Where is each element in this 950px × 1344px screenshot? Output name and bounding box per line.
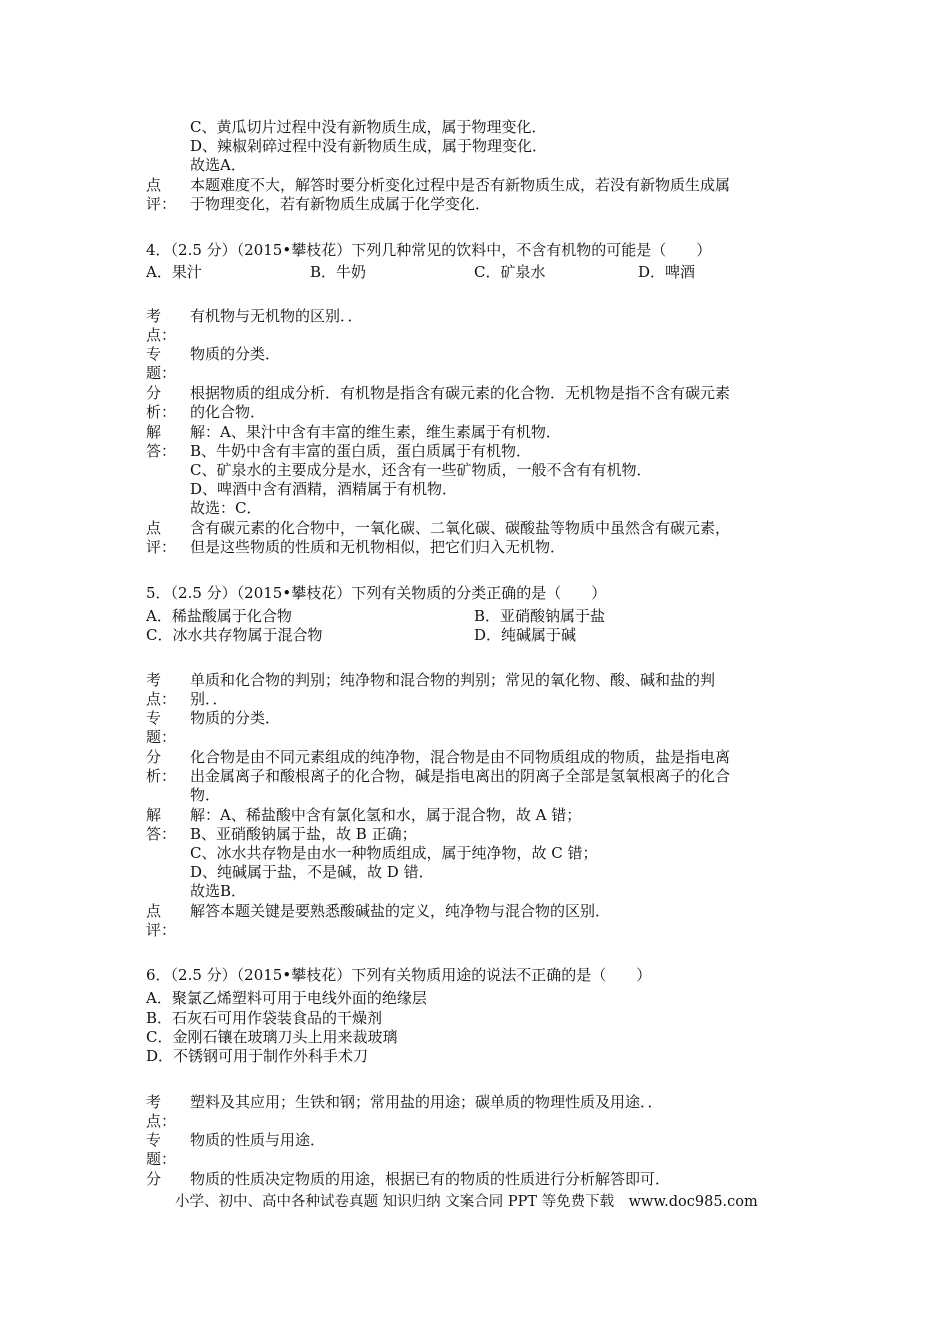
q4-kaodian: 有机物与无机物的区别．． <box>190 307 363 325</box>
q4-jieda-line: 解：A、果汁中含有丰富的维生素，维生素属于有机物． <box>190 423 561 441</box>
q5-option-a: A．稀盐酸属于化合物 <box>146 607 292 625</box>
q5-label-kaodian-1: 考 <box>146 671 162 689</box>
q4-zhuanti: 物质的分类． <box>190 345 281 363</box>
q5-label-dianping-2: 评： <box>146 921 177 939</box>
q6-fenxi: 物质的性质决定物质的用途，根据已有的物质的性质进行分析解答即可． <box>190 1170 671 1188</box>
q6-label-fenxi-1: 分 <box>146 1170 162 1188</box>
question-5-stem: 5．（2.5 分）（2015•攀枝花）下列有关物质的分类正确的是（ ） <box>146 584 607 602</box>
q5-jieda-line: 解：A、稀盐酸中含有氯化氢和水，属于混合物，故 A 错； <box>190 806 582 824</box>
q5-label-kaodian-2: 点： <box>146 690 177 708</box>
question-6-stem: 6．（2.5 分）（2015•攀枝花）下列有关物质用途的说法不正确的是（ ） <box>146 966 652 984</box>
q5-dianping: 解答本题关键是要熟悉酸碱盐的定义，纯净物与混合物的区别． <box>190 902 611 920</box>
comment-text-1: 本题难度不大，解答时要分析变化过程中是否有新物质生成，若没有新物质生成属 <box>190 176 731 194</box>
label-comment-2: 评： <box>146 195 177 213</box>
q4-label-kaodian-2: 点： <box>146 326 177 344</box>
q4-label-zhuanti-1: 专 <box>146 345 162 363</box>
q6-label-kaodian-1: 考 <box>146 1093 162 1111</box>
answer-line-c: C、黄瓜切片过程中没有新物质生成，属于物理变化． <box>190 118 547 136</box>
q5-label-zhuanti-2: 题： <box>146 728 177 746</box>
q5-kaodian-1: 单质和化合物的判别；纯净物和混合物的判别；常见的氧化物、酸、碱和盐的判 <box>190 671 716 689</box>
page-footer: 小学、初中、高中各种试卷真题 知识归纳 文案合同 PPT 等免费下载 www.doc985.com <box>175 1194 758 1210</box>
q4-label-dianping-1: 点 <box>146 519 162 537</box>
q5-fenxi-2: 出金属离子和酸根离子的化合物，碱是指电离出的阴离子全部是氢氧根离子的化合 <box>190 767 731 785</box>
q6-kaodian: 塑料及其应用；生铁和钢；常用盐的用途；碳单质的物理性质及用途．． <box>190 1093 663 1111</box>
q5-label-fenxi-1: 分 <box>146 748 162 766</box>
q5-jieda-line: 故选B． <box>190 882 247 900</box>
q4-label-fenxi-1: 分 <box>146 384 162 402</box>
q4-fenxi-2: 的化合物． <box>190 403 266 421</box>
q5-zhuanti: 物质的分类． <box>190 709 281 727</box>
q4-fenxi-1: 根据物质的组成分析．有机物是指含有碳元素的化合物．无机物是指不含有碳元素 <box>190 384 731 402</box>
comment-text-2: 于物理变化，若有新物质生成属于化学变化． <box>190 195 491 213</box>
q5-fenxi-3: 物． <box>190 786 221 804</box>
q4-jieda-line: D、啤酒中含有酒精，酒精属于有机物． <box>190 480 458 498</box>
q6-option-b: B．石灰石可用作袋装食品的干燥剂 <box>146 1009 383 1027</box>
q5-label-zhuanti-1: 专 <box>146 709 162 727</box>
answer-choice: 故选A． <box>190 156 246 174</box>
q6-label-zhuanti-2: 题： <box>146 1150 177 1168</box>
q6-label-kaodian-2: 点： <box>146 1112 177 1130</box>
question-4-stem: 4．（2.5 分）（2015•攀枝花）下列几种常见的饮料中，不含有机物的可能是（ ） <box>146 241 712 259</box>
q5-fenxi-1: 化合物是由不同元素组成的纯净物，混合物是由不同物质组成的物质，盐是指电离 <box>190 748 731 766</box>
q6-option-a: A．聚氯乙烯塑料可用于电线外面的绝缘层 <box>146 989 427 1007</box>
q4-jieda-line: B、牛奶中含有丰富的蛋白质，蛋白质属于有机物． <box>190 442 532 460</box>
q4-option-c: C．矿泉水 <box>474 263 546 281</box>
q4-dianping-1: 含有碳元素的化合物中，一氧化碳、二氧化碳、碳酸盐等物质中虽然含有碳元素， <box>190 519 731 537</box>
q4-option-d: D．啤酒 <box>638 263 696 281</box>
q4-label-kaodian-1: 考 <box>146 307 162 325</box>
q4-label-dianping-2: 评： <box>146 538 177 556</box>
q5-label-dianping-1: 点 <box>146 902 162 920</box>
q5-option-c: C．冰水共存物属于混合物 <box>146 626 323 644</box>
answer-line-d: D、辣椒剁碎过程中没有新物质生成，属于物理变化． <box>190 137 548 155</box>
label-comment-1: 点 <box>146 176 162 194</box>
q5-kaodian-2: 别．． <box>190 690 228 708</box>
q4-label-jieda-2: 答： <box>146 442 177 460</box>
q4-label-jieda-1: 解 <box>146 423 162 441</box>
q6-option-d: D．不锈钢可用于制作外科手术刀 <box>146 1047 369 1065</box>
q4-option-b: B．牛奶 <box>310 263 367 281</box>
q5-label-fenxi-2: 析： <box>146 767 177 785</box>
q6-option-c: C．金刚石镶在玻璃刀头上用来裁玻璃 <box>146 1028 398 1046</box>
q5-option-d: D．纯碱属于碱 <box>474 626 577 644</box>
q4-jieda-line: 故选：C． <box>190 499 262 517</box>
q4-dianping-2: 但是这些物质的性质和无机物相似，把它们归入无机物． <box>190 538 566 556</box>
q4-option-a: A．果汁 <box>146 263 202 281</box>
q6-label-zhuanti-1: 专 <box>146 1131 162 1149</box>
q5-label-jieda-1: 解 <box>146 806 162 824</box>
q4-label-zhuanti-2: 题： <box>146 364 177 382</box>
q5-jieda-line: B、亚硝酸钠属于盐，故 B 正确； <box>190 825 417 843</box>
q5-option-b: B．亚硝酸钠属于盐 <box>474 607 606 625</box>
q6-zhuanti: 物质的性质与用途． <box>190 1131 326 1149</box>
q5-jieda-line: D、纯碱属于盐，不是碱，故 D 错． <box>190 863 434 881</box>
q5-label-jieda-2: 答： <box>146 825 177 843</box>
q5-jieda-line: C、冰水共存物是由水一种物质组成，属于纯净物，故 C 错； <box>190 844 598 862</box>
q4-jieda-line: C、矿泉水的主要成分是水，还含有一些矿物质，一般不含有有机物． <box>190 461 652 479</box>
q4-label-fenxi-2: 析： <box>146 403 177 421</box>
